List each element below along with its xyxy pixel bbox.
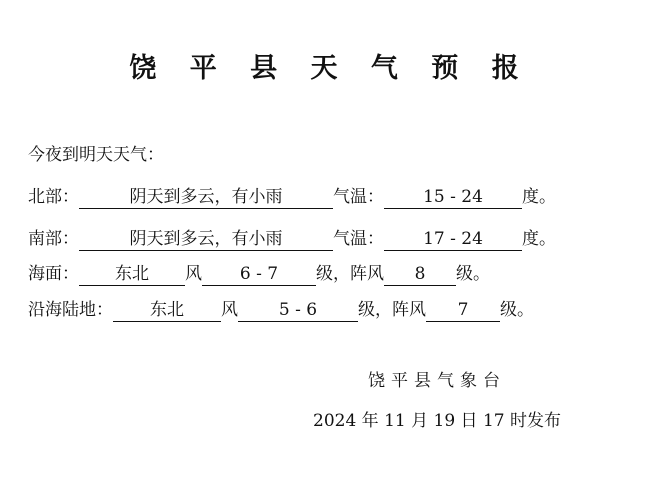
- sea-forecast-row: [28, 261, 490, 287]
- forecast-title: 饶 平 县 天 气 预 报: [129, 53, 531, 84]
- sea-wind-direction: 东北: [79, 263, 185, 286]
- north-temp-label: 气温：: [333, 187, 384, 207]
- north-label: 北部：: [28, 187, 79, 207]
- coast-wind-direction: 东北: [113, 299, 221, 322]
- sea-gust-suffix: 级。: [456, 264, 490, 284]
- sea-gust-level: 8: [384, 263, 456, 286]
- intro-line: 今夜到明天天气：: [28, 145, 164, 165]
- sea-label: 海面：: [28, 264, 79, 284]
- south-temp-unit: 度。: [522, 229, 556, 249]
- north-forecast-row: [28, 184, 556, 210]
- sea-wind-level: 6 - 7: [202, 263, 316, 286]
- south-weather: 阴天到多云，有小雨: [79, 228, 333, 251]
- coast-gust-level: 7: [426, 299, 500, 322]
- coast-gust-suffix: 级。: [500, 300, 534, 320]
- south-temp: 17 - 24: [384, 228, 522, 251]
- south-label: 南部：: [28, 229, 79, 249]
- north-temp: 15 - 24: [384, 186, 522, 209]
- coast-label: 沿海陆地：: [28, 300, 113, 320]
- sea-wind-word: 风: [185, 264, 202, 284]
- coast-level-suffix: 级，阵风: [358, 300, 426, 320]
- north-temp-unit: 度。: [522, 187, 556, 207]
- coast-wind-level: 5 - 6: [238, 299, 358, 322]
- north-weather: 阴天到多云，有小雨: [79, 186, 333, 209]
- coast-wind-word: 风: [221, 300, 238, 320]
- coast-forecast-row: [28, 297, 534, 323]
- sea-level-suffix: 级，阵风: [316, 264, 384, 284]
- issue-datetime: 2024 年 11 月 19 日 17 时发布: [313, 411, 561, 431]
- south-temp-label: 气温：: [333, 229, 384, 249]
- issuer-signature: 饶平县气象台: [368, 371, 506, 391]
- south-forecast-row: [28, 226, 556, 252]
